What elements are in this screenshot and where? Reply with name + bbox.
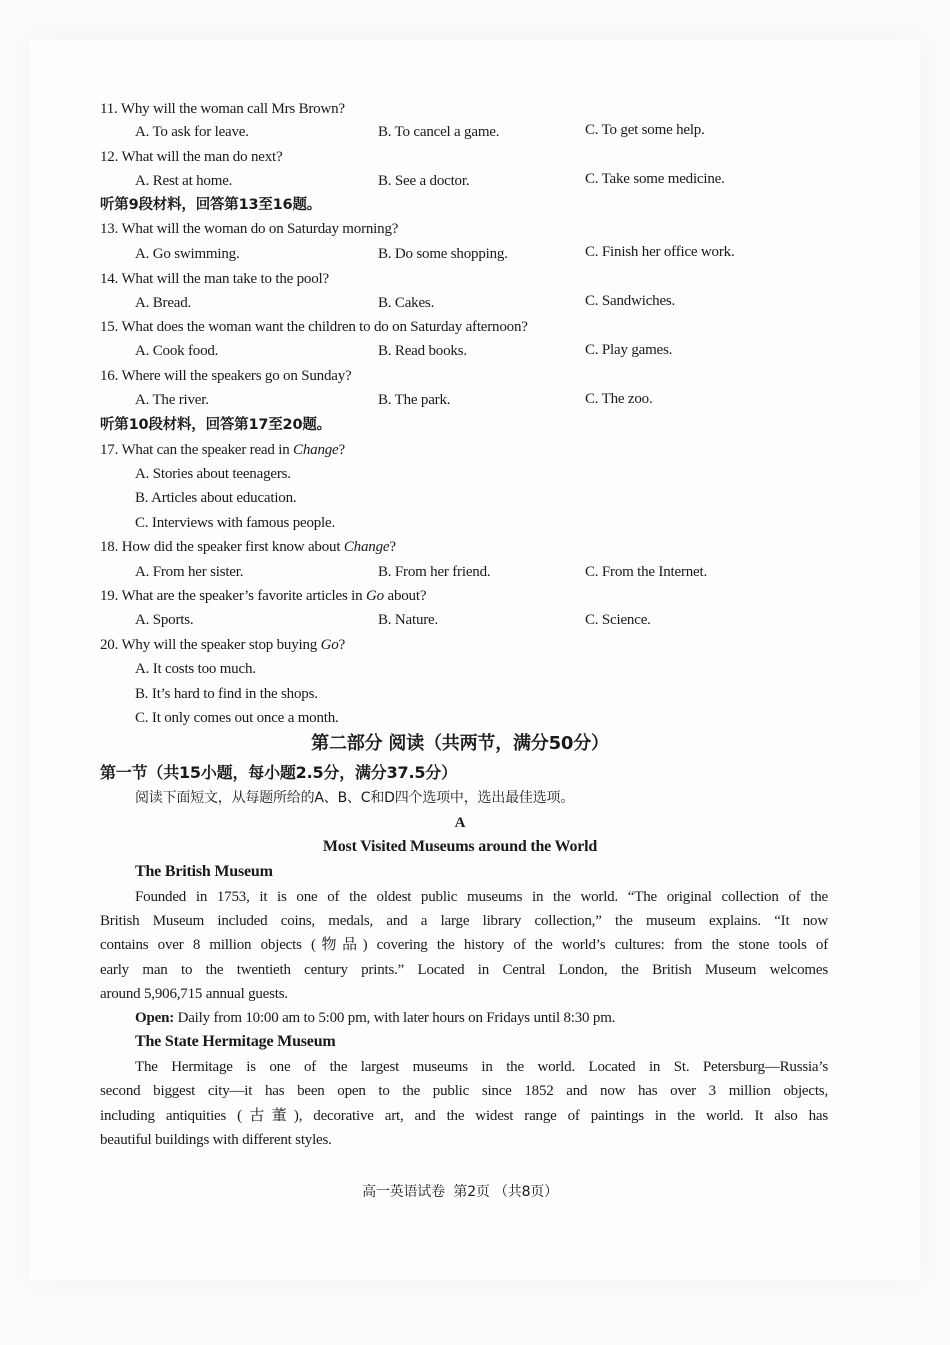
q20-option-a: A. It costs too much.	[135, 661, 256, 677]
q19-option-a: A. Sports.	[135, 612, 194, 628]
q11-option-b: B. To cancel a game.	[378, 124, 500, 140]
hermitage-para-line: including antiquities (古董), decorative art, and the widest range of paintings in the world. It also has	[100, 1108, 828, 1124]
instruction: 阅读下面短文，从每题所给的A、B、C和D四个选项中，选出最佳选项。	[135, 790, 575, 806]
q12-option-a: A. Rest at home.	[135, 173, 233, 189]
question-15: 15. What does the woman want the children to do on Saturday afternoon?	[100, 319, 528, 335]
q13-option-c: C. Finish her office work.	[585, 244, 735, 260]
q20-option-c: C. It only comes out once a month.	[135, 710, 339, 726]
hermitage-title: The State Hermitage Museum	[135, 1033, 336, 1050]
q13-option-b: B. Do some shopping.	[378, 246, 508, 262]
hermitage-para-line: beautiful buildings with different styles.	[100, 1132, 332, 1148]
q14-option-c: C. Sandwiches.	[585, 293, 676, 309]
question-18: 18. How did the speaker first know about Change?	[100, 539, 396, 555]
q11-option-a: A. To ask for leave.	[135, 124, 249, 140]
q14-option-b: B. Cakes.	[378, 295, 435, 311]
british-para-line: around 5,906,715 annual guests.	[100, 986, 288, 1002]
section-heading-9: 听第9段材料，回答第13至16题。	[100, 197, 322, 213]
passage-title: Most Visited Museums around the World	[322, 838, 598, 855]
british-open-hours: Open: Daily from 10:00 am to 5:00 pm, with later hours on Fridays until 8:30 pm.	[135, 1010, 616, 1026]
q15-option-a: A. Cook food.	[135, 343, 219, 359]
question-20: 20. Why will the speaker stop buying Go?	[100, 637, 346, 653]
british-para-line: early man to the twentieth century prints.” Located in Central London, the British Museum welcomes	[100, 962, 828, 978]
q16-option-c: C. The zoo.	[585, 391, 653, 407]
section-heading-10: 听第10段材料，回答第17至20题。	[100, 417, 331, 433]
q15-option-c: C. Play games.	[585, 342, 673, 358]
hermitage-para-line: second biggest city—it has been open to the public since 1852 and now has over 3 million objects,	[100, 1083, 828, 1099]
british-museum-title: The British Museum	[135, 863, 273, 880]
q20-option-b: B. It’s hard to find in the shops.	[135, 686, 318, 702]
british-para-line: British Museum included coins, medals, and a large library collection,” the museum explains. “It now	[100, 913, 828, 929]
q19-option-b: B. Nature.	[378, 612, 439, 628]
q11-option-c: C. To get some help.	[585, 122, 705, 138]
question-19: 19. What are the speaker’s favorite articles in Go about?	[100, 588, 427, 604]
q16-option-a: A. The river.	[135, 392, 209, 408]
part-title: 第二部分 阅读（共两节，满分50分）	[311, 733, 609, 754]
question-17: 17. What can the speaker read in Change?	[100, 442, 345, 458]
q17-option-c: C. Interviews with famous people.	[135, 515, 336, 531]
question-16: 16. Where will the speakers go on Sunday?	[100, 368, 352, 384]
question-11: 11. Why will the woman call Mrs Brown?	[100, 101, 345, 117]
q12-option-b: B. See a doctor.	[378, 173, 470, 189]
page-footer: 高一英语试卷 第2页 （共8页）	[362, 1184, 558, 1200]
q15-option-b: B. Read books.	[378, 343, 467, 359]
q17-option-a: A. Stories about teenagers.	[135, 466, 291, 482]
hermitage-para-line: The Hermitage is one of the largest museums in the world. Located in St. Petersburg—Russia’s	[135, 1059, 828, 1075]
q18-option-a: A. From her sister.	[135, 564, 244, 580]
question-13: 13. What will the woman do on Saturday morning?	[100, 221, 399, 237]
british-para-line: Founded in 1753, it is one of the oldest public museums in the world. “The original collection of the	[135, 889, 828, 905]
q19-option-c: C. Science.	[585, 612, 651, 628]
section-title: 第一节（共15小题，每小题2.5分，满分37.5分）	[100, 763, 457, 782]
question-14: 14. What will the man take to the pool?	[100, 271, 329, 287]
british-para-line: contains over 8 million objects (物品) covering the history of the world’s cultures: from the stone tools of	[100, 937, 828, 953]
q13-option-a: A. Go swimming.	[135, 246, 240, 262]
q17-option-b: B. Articles about education.	[135, 490, 297, 506]
question-12: 12. What will the man do next?	[100, 149, 283, 165]
q16-option-b: B. The park.	[378, 392, 451, 408]
q14-option-a: A. Bread.	[135, 295, 192, 311]
q18-option-b: B. From her friend.	[378, 564, 491, 580]
q18-option-c: C. From the Internet.	[585, 564, 708, 580]
passage-letter: A	[454, 815, 466, 831]
q12-option-c: C. Take some medicine.	[585, 171, 725, 187]
